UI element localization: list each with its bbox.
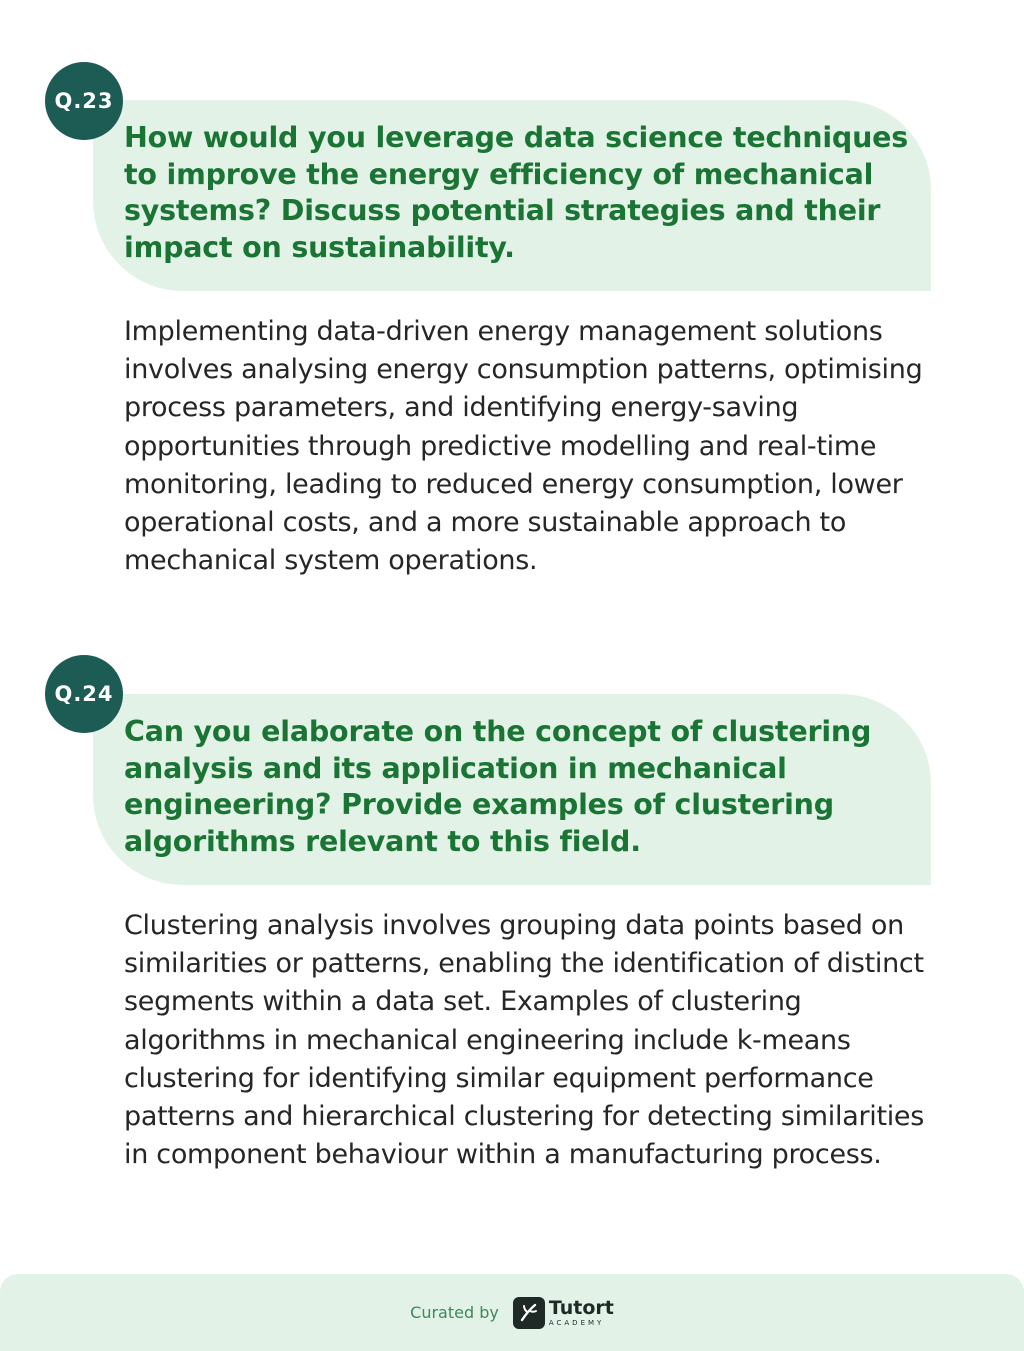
question-number-badge: Q.24 [45,655,123,733]
question-box [93,100,931,291]
question-box [93,694,931,885]
tutort-leaf-icon [513,1297,545,1329]
curated-by-label: Curated by [410,1303,499,1322]
answer-text: Clustering analysis involves grouping data points based on similarities or patterns, enabling the identification of distinct segments within a data set. Examples of clustering algorithms in mechanical engineering include k-means clustering for identifying similar equipment performance patterns and hierarchical clustering for detecting similarities in component behaviour within a manufacturing process. [124,910,925,1171]
brand-name: Tutort [548,1296,614,1319]
footer [0,1274,1024,1351]
tutort-logo [548,1296,614,1327]
question-text: Can you elaborate on the concept of clustering analysis and its application in mechanical engineering? Provide examples of clustering algorithms relevant to this field. [124,715,872,858]
question-number-badge: Q.23 [45,62,123,140]
answer-text: Implementing data-driven energy management solutions involves analysing energy consumption patterns, optimising process parameters, and identifying energy-saving opportunities through predictive modelling and real-time monitoring, leading to reduced energy consumption, lower operational costs, and a more sustainable approach to mechanical system operations. [124,316,923,577]
brand-subtitle: ACADEMY [548,1318,605,1327]
question-text: How would you leverage data science techniques to improve the energy efficiency of mechanical systems? Discuss potential strategies and their impact on sustainability. [124,121,909,264]
